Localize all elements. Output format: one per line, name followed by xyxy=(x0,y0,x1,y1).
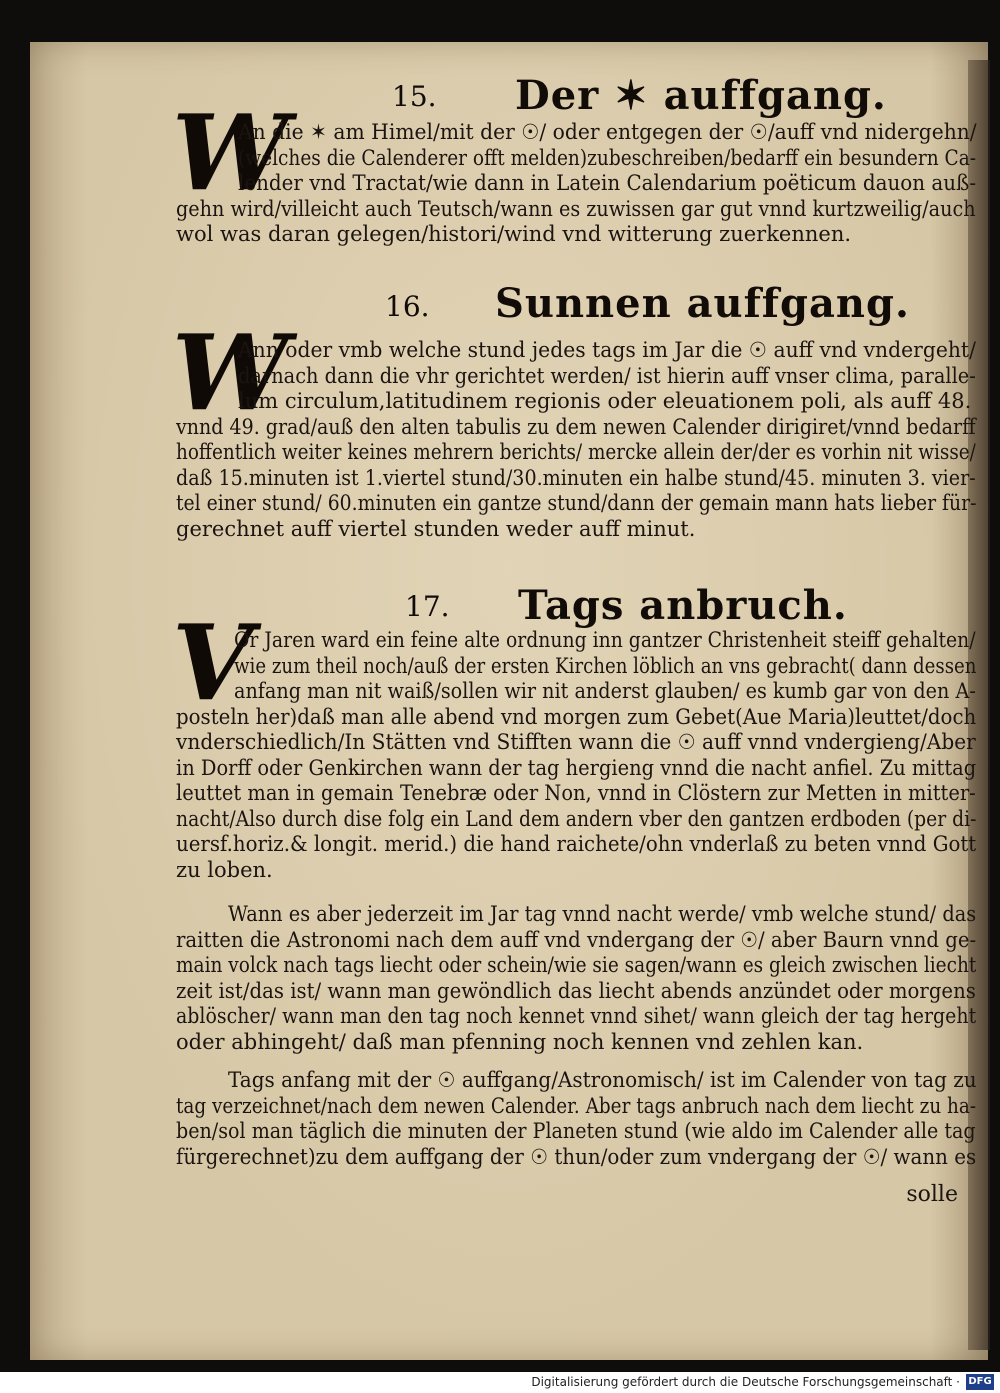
text-line: Wann es aber jederzeit im Jar tag vnnd nacht werde/ vmb welche stund/ das xyxy=(228,902,977,926)
section-17-paragraph-2 xyxy=(176,902,976,1055)
text-line: vnderschiedlich/In Stätten vnd Stifften wann die ☉ auff vnnd vndergieng/Aber xyxy=(176,730,976,754)
section-15-initial: W xyxy=(172,91,289,214)
text-line: wie zum theil noch/auß der ersten Kirchen löblich an vns gebracht( dann dessen xyxy=(234,653,977,678)
text-line: gehn wird/villeicht auch Teutsch/wann es zuwissen gar gut vnnd kurtzweilig/auch xyxy=(176,196,976,221)
text-line: tag verzeichnet/nach dem newen Calender. Aber tags anbruch nach dem liecht zu ha- xyxy=(176,1093,977,1118)
section-15-body xyxy=(176,120,976,248)
section-16-title: Sunnen auffgang. xyxy=(495,280,910,327)
text-line: tel einer stund/ 60.minuten ein gantze stund/dann der gemain mann hats lieber für- xyxy=(176,491,977,515)
text-line: zeit ist/das ist/ wann man gewöndlich das liecht abends anzündet oder morgens xyxy=(176,978,976,1003)
section-16-number: 16. xyxy=(385,290,430,323)
text-line: Tags anfang mit der ☉ auffgang/Astronomisch/ ist im Calender von tag zu xyxy=(228,1068,977,1092)
section-15-number: 15. xyxy=(392,80,437,113)
text-line: posteln her)daß man alle abend vnd morgen zum Gebet(Aue Maria)leuttet/doch xyxy=(176,704,977,729)
text-line: nacht/Also durch dise folg ein Land dem andern vber den gantzen erdboden (per di- xyxy=(176,806,977,831)
text-line: hoffentlich weiter keines mehrern berichts/ mercke allein der/der es vorhin nit wisse/ xyxy=(176,440,976,464)
text-line: lum circulum,latitudinem regionis oder eleuationem poli, als auff 48. xyxy=(238,389,972,413)
text-line: zu loben. xyxy=(176,857,273,882)
section-17-initial: V xyxy=(172,601,253,724)
section-15-title: Der ✶ auffgang. xyxy=(515,72,887,119)
text-line: fürgerechnet)zu dem auffgang der ☉ thun/oder zum vndergang der ☉/ wann es xyxy=(176,1144,977,1169)
dfg-logo: DFG xyxy=(966,1374,994,1390)
text-line: uersf.horiz.& longit. merid.) die hand raichete/ohn vnderlaß zu beten vnnd Gott xyxy=(176,832,977,856)
text-line: in Dorff oder Genkirchen wann der tag hergieng vnnd die nacht anfiel. Zu mittag xyxy=(176,755,977,780)
section-16-initial: W xyxy=(172,311,289,434)
text-line: lender vnd Tractat/wie dann in Latein Calendarium poëticum dauon auß- xyxy=(238,171,977,195)
section-17-title: Tags anbruch. xyxy=(518,582,848,629)
text-line: raitten die Astronomi nach dem auff vnd vndergang der ☉/ aber Baurn vnnd ge- xyxy=(176,927,977,952)
text-line: darnach dann die vhr gerichtet werden/ ist hierin auff vnser clima, paralle- xyxy=(238,363,976,388)
text-line: main volck nach tags liecht oder schein/wie sie sagen/wann es gleich zwischen liecht xyxy=(176,953,977,977)
section-17-paragraph-1 xyxy=(176,628,976,883)
text-line: Or Jaren ward ein feine alte ordnung inn gantzer Christenheit steiff gehalten/ xyxy=(234,628,976,652)
catchword: solle xyxy=(906,1182,958,1207)
section-16-body xyxy=(176,338,976,542)
text-line: ablöscher/ wann man den tag noch kennet vnnd sihet/ wann gleich der tag hergeht xyxy=(176,1004,977,1028)
text-line: oder abhingeht/ daß man pfenning noch kennen vnd zehlen kan. xyxy=(176,1029,864,1054)
section-17-paragraph-3 xyxy=(176,1068,976,1170)
text-line: daß 15.minuten ist 1.viertel stund/30.minuten ein halbe stund/45. minuten 3. vier- xyxy=(176,465,976,490)
section-17-number: 17. xyxy=(405,590,450,623)
digitization-footer xyxy=(0,1372,1000,1393)
funding-credit: Digitalisierung gefördert durch die Deutsche Forschungsgemeinschaft · xyxy=(531,1375,960,1389)
text-line: leuttet man in gemain Tenebræ oder Non, vnnd in Clöstern zur Metten in mitter- xyxy=(176,781,976,805)
text-line: ben/sol man täglich die minuten der Planeten stund (wie aldo im Calender alle tag xyxy=(176,1119,976,1143)
text-line: wol was daran gelegen/histori/wind vnd witterung zuerkennen. xyxy=(176,222,852,246)
text-line: vnnd 49. grad/auß den alten tabulis zu dem newen Calender dirigiret/vnnd bedarff xyxy=(176,414,976,439)
text-line: An die ✶ am Himel/mit der ☉/ oder entgegen der ☉/auff vnd nidergehn/ xyxy=(238,120,977,144)
text-line: gerechnet auff viertel stunden weder auff minut. xyxy=(176,516,696,541)
text-line: anfang man nit waiß/sollen wir nit anderst glauben/ es kumb gar von den A- xyxy=(234,679,976,703)
text-line: Ann oder vmb welche stund jedes tags im Jar die ☉ auff vnd vndergeht/ xyxy=(238,338,976,362)
text-line: (welches die Calenderer offt melden)zubeschreiben/bedarff ein besundern Ca- xyxy=(238,145,977,170)
